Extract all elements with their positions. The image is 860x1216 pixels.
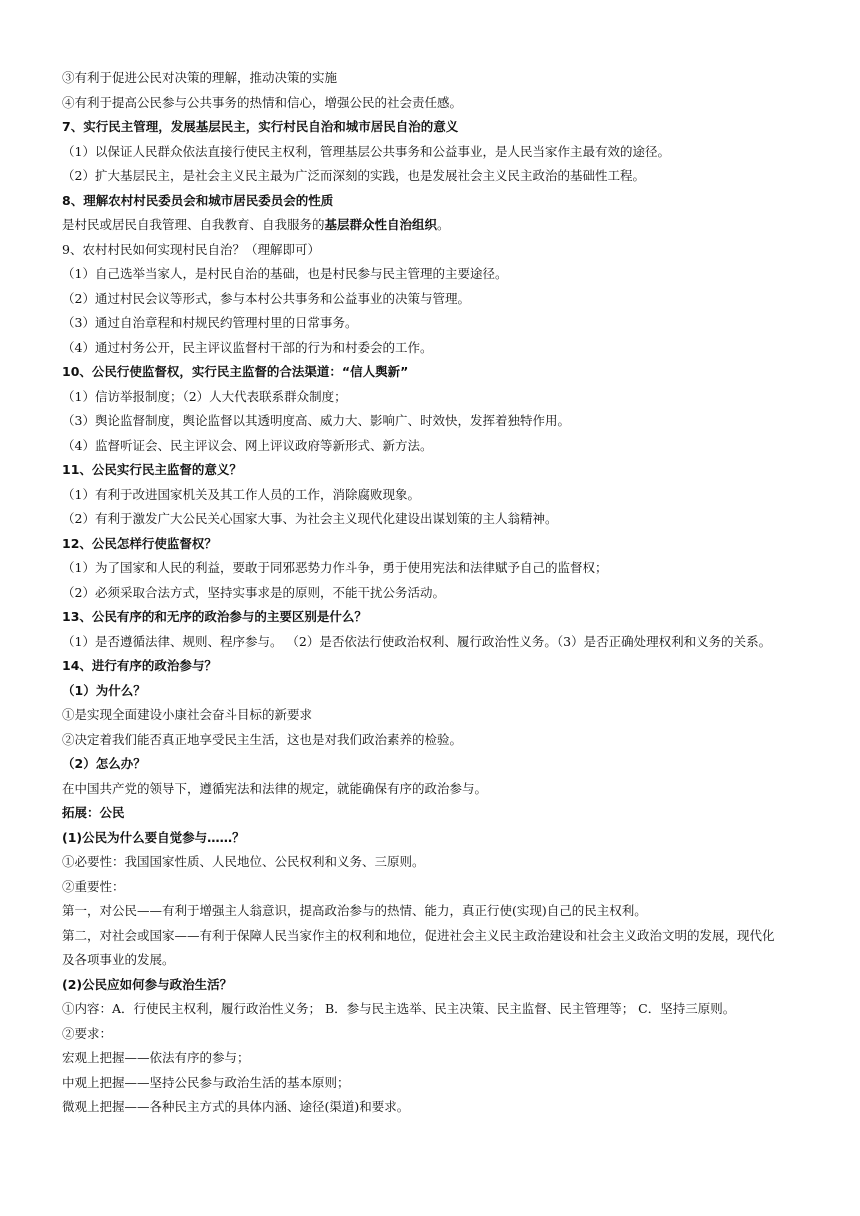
document-page: [62, 66, 832, 1120]
emphasis-text: 基层群众性自治组织: [324, 217, 438, 232]
section-heading: 拓展：公民: [62, 805, 125, 820]
text-line: （1）是否遵循法律、规则、程序参与。 （2）是否依法行使政治权利、履行政治性义务。（3）是否正确处理权利和义务的关系。: [62, 633, 772, 649]
section-heading: 13、公民有序的和无序的政治参与的主要区别是什么？: [62, 609, 367, 624]
text-line: ②要求：: [62, 1025, 113, 1041]
text-line: （1）有利于改进国家机关及其工作人员的工作，消除腐败现象。: [62, 486, 420, 502]
text-line: （1）信访举报制度；（2）人大代表联系群众制度；: [62, 388, 347, 404]
text-line: （2）必须采取合法方式，坚持实事求是的原则，不能干扰公务活动。: [62, 584, 445, 600]
text-line: 第一，对公民——有利于增强主人翁意识，提高政治参与的热情、能力，真正行使(实现)自己的民主权利。: [62, 903, 647, 918]
text-line: 在中国共产党的领导下，遵循宪法和法律的规定，就能确保有序的政治参与。: [62, 780, 488, 796]
section-heading: (2)公民应如何参与政治生活？: [62, 976, 233, 992]
text-line: ①内容：A．行使民主权利，履行政治性义务； B．参与民主选举、民主决策、民主监督、民主管理等； C．坚持三原则。: [62, 1001, 736, 1016]
text-line: ④有利于提高公民参与公共事务的热情和信心，增强公民的社会责任感。: [62, 94, 463, 110]
section-heading: 11、公民实行民主监督的意义？: [62, 462, 242, 477]
text-line: ②重要性：: [62, 878, 125, 894]
text-line: 是村民或居民自我管理、自我教育、自我服务的基层群众性自治组织。: [62, 217, 450, 232]
text-line: （2）通过村民会议等形式，参与本村公共事务和公益事业的决策与管理。: [62, 290, 470, 306]
text-line: ②决定着我们能否真正地享受民主生活，这也是对我们政治素养的检验。: [62, 731, 463, 747]
text-line: （4）监督听证会、民主评议会、网上评议政府等新形式、新方法。: [62, 437, 433, 453]
text-line: （3）舆论监督制度，舆论监督以其透明度高、威力大、影响广、时效快，发挥着独特作用。: [62, 413, 570, 428]
text-line: 及各项事业的发展。: [62, 952, 175, 967]
text-line: 微观上把握——各种民主方式的具体内涵、途径(渠道)和要求。: [62, 1099, 410, 1114]
text-line: （2）有利于激发广大公民关心国家大事、为社会主义现代化建设出谋划策的主人翁精神。: [62, 511, 558, 526]
section-heading: 12、公民怎样行使监督权？: [62, 535, 217, 551]
text-line: （4）通过村务公开，民主评议监督村干部的行为和村委会的工作。: [62, 339, 433, 355]
text-line: 宏观上把握——依法有序的参与；: [62, 1050, 250, 1065]
text-line: ①必要性：我国国家性质、人民地位、公民权利和义务、三原则。: [62, 854, 425, 869]
text-line: 第二，对社会或国家——有利于保障人民当家作主的权利和地位，促进社会主义民主政治建设和社会主义政治文明的发展，现代化: [62, 927, 775, 943]
text-line: 中观上把握——坚持公民参与政治生活的基本原则；: [62, 1074, 350, 1090]
text-line: ①是实现全面建设小康社会奋斗目标的新要求: [62, 707, 313, 722]
text-line: （3）通过自治章程和村规民约管理村里的日常事务。: [62, 315, 358, 330]
section-heading: (1)公民为什么要自觉参与……？: [62, 829, 245, 845]
section-heading: （2）怎么办？: [62, 756, 146, 771]
text-line: （2）扩大基层民主，是社会主义民主最为广泛而深刻的实践，也是发展社会主义民主政治的基础性工程。: [62, 168, 645, 183]
text-line: （1）为了国家和人民的利益，要敢于同邪恶势力作斗争，勇于使用宪法和法律赋予自己的监督权；: [62, 560, 608, 575]
section-heading: 10、公民行使监督权，实行民主监督的合法渠道：“信人舆新”: [62, 364, 409, 379]
text-line: （1）以保证人民群众依法直接行使民主权利，管理基层公共事务和公益事业，是人民当家作主最有效的途径。: [62, 143, 670, 159]
section-heading: 8、理解农村村民委员会和城市居民委员会的性质: [62, 192, 334, 208]
section-heading: （1）为什么？: [62, 682, 146, 698]
text-line: ③有利于促进公民对决策的理解，推动决策的实施: [62, 70, 338, 85]
text-line: （1）自己选举当家人，是村民自治的基础，也是村民参与民主管理的主要途径。: [62, 266, 508, 281]
text-line: 9、农村村民如何实现村民自治？（理解即可）: [62, 241, 320, 257]
section-heading: 14、进行有序的政治参与？: [62, 658, 217, 673]
section-heading: 7、实行民主管理，发展基层民主，实行村民自治和城市居民自治的意义: [62, 119, 459, 134]
